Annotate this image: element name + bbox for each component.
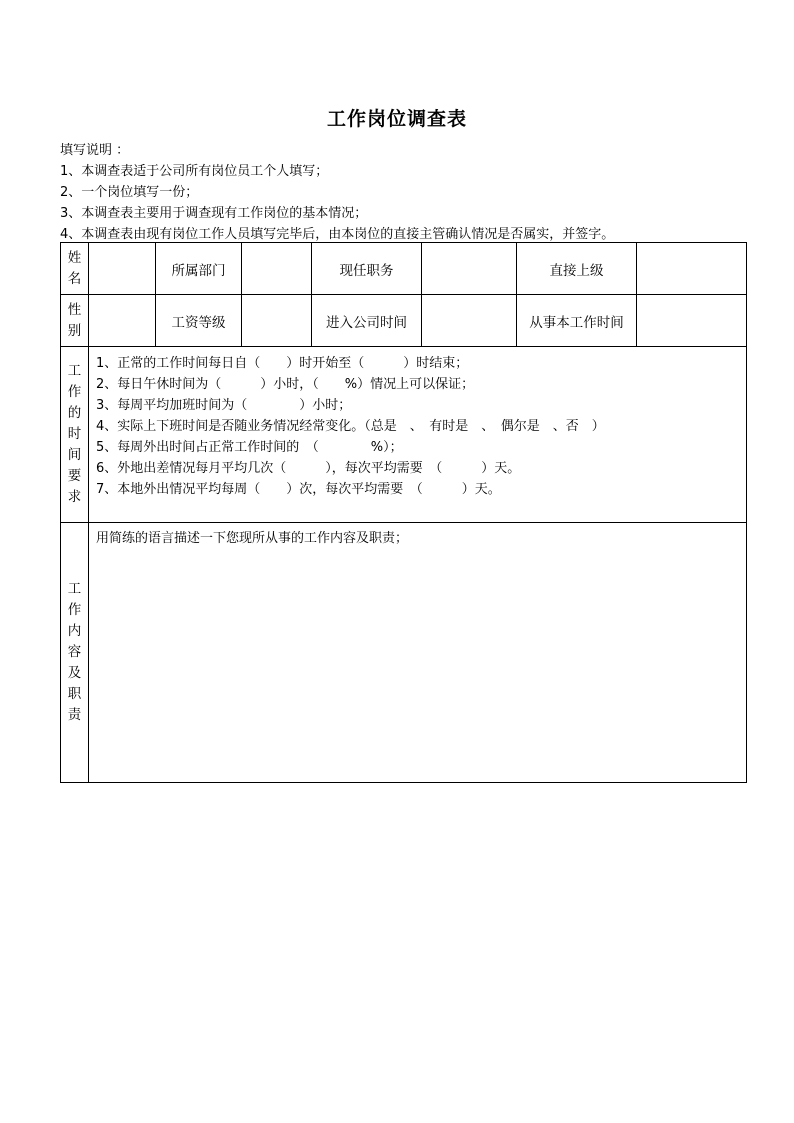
time-requirement-item: 7、本地外出情况平均每周（ ）次，每次平均需要 （ ）天。 <box>96 482 501 497</box>
table-row <box>61 523 747 783</box>
resp-label-char: 及 <box>67 665 82 681</box>
salary-grade-field[interactable] <box>242 295 312 347</box>
resp-label-char: 职 <box>67 686 82 702</box>
name-label-cell <box>61 243 89 295</box>
instructions <box>60 140 614 245</box>
time-label-char: 要 <box>67 468 82 484</box>
gender-label-char: 别 <box>67 322 82 339</box>
time-requirement-item: 1、正常的工作时间每日自（ ）时开始至（ ）时结束； <box>96 356 469 371</box>
resp-label-char: 作 <box>67 602 82 618</box>
responsibilities-field[interactable] <box>89 523 747 783</box>
gender-label-char: 性 <box>67 301 82 318</box>
gender-label-cell <box>61 295 89 347</box>
table-row <box>61 243 747 295</box>
instruction-item: 1、本调查表适于公司所有岗位员工个人填写； <box>60 164 329 179</box>
time-label-char: 工 <box>67 363 82 379</box>
instructions-heading: 填写说明 ： <box>60 143 130 158</box>
resp-label-char: 责 <box>67 707 82 723</box>
table-row <box>61 347 747 523</box>
gender-field[interactable] <box>89 295 156 347</box>
time-label-char: 求 <box>67 489 82 505</box>
time-label-char: 的 <box>67 405 82 421</box>
responsibilities-label-cell <box>61 523 89 783</box>
instruction-item: 3、本调查表主要用于调查现有工作岗位的基本情况； <box>60 206 368 221</box>
time-requirements-label-cell <box>61 347 89 523</box>
time-label-char: 时 <box>67 426 82 442</box>
table-row <box>61 295 747 347</box>
resp-label-char: 容 <box>67 644 82 660</box>
survey-form-table <box>60 242 747 783</box>
responsibilities-prompt: 用简练的语言描述一下您现所从事的工作内容及职责； <box>96 531 409 546</box>
page-title: 工作岗位调查表 <box>326 108 467 130</box>
salary-grade-label: 工资等级 <box>156 295 242 347</box>
time-requirement-item: 6、外地出差情况每月平均几次（ ），每次平均需要 （ ）天。 <box>96 461 521 476</box>
join-date-field[interactable] <box>422 295 517 347</box>
time-label-char: 间 <box>67 447 82 463</box>
instruction-item: 2、一个岗位填写一份； <box>60 185 199 200</box>
time-requirements-content[interactable] <box>89 347 747 523</box>
supervisor-field[interactable] <box>637 243 747 295</box>
instruction-item: 4、本调查表由现有岗位工作人员填写完毕后，由本岗位的直接主管确认情况是否属实，并签字。 <box>60 227 615 242</box>
supervisor-label: 直接上级 <box>517 243 637 295</box>
time-requirement-item: 4、实际上下班时间是否随业务情况经常变化。（总是 、 有时是 、 偶尔是 、否 ） <box>96 419 605 434</box>
work-years-label: 从事本工作时间 <box>517 295 637 347</box>
resp-label-char: 内 <box>67 623 82 639</box>
time-requirement-item: 3、每周平均加班时间为（ ）小时； <box>96 398 352 413</box>
name-field[interactable] <box>89 243 156 295</box>
work-years-field[interactable] <box>637 295 747 347</box>
time-requirement-item: 5、每周外出时间占正常工作时间的 （ %）； <box>96 440 403 455</box>
department-field[interactable] <box>242 243 312 295</box>
name-label-char: 姓 <box>67 249 82 266</box>
position-field[interactable] <box>422 243 517 295</box>
join-date-label: 进入公司时间 <box>312 295 422 347</box>
position-label: 现任职务 <box>312 243 422 295</box>
time-requirement-item: 2、每日午休时间为（ ）小时，（ %）情况上可以保证； <box>96 377 475 392</box>
time-label-char: 作 <box>67 384 82 400</box>
name-label-char: 名 <box>67 270 82 287</box>
department-label: 所属部门 <box>156 243 242 295</box>
resp-label-char: 工 <box>67 581 82 597</box>
